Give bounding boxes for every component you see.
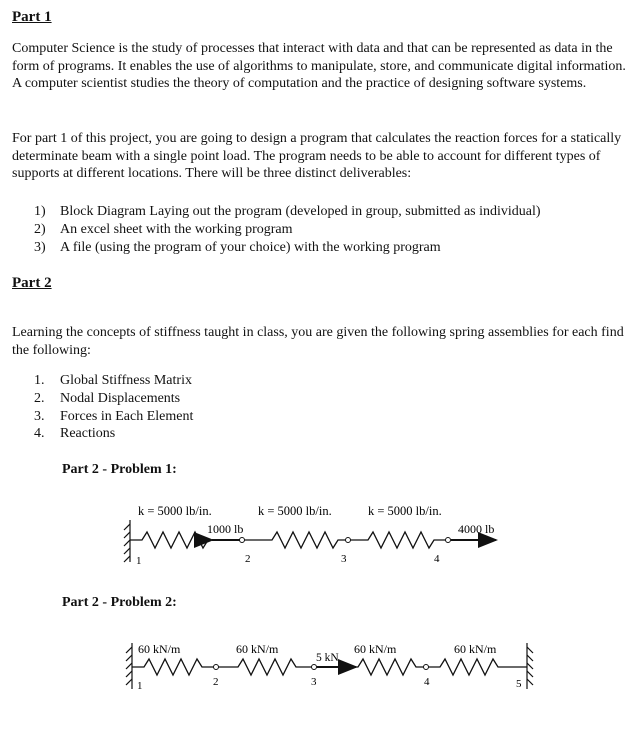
k-label-1: 60 kN/m [138,642,181,656]
node-3-marker [312,665,317,670]
node-label-2: 2 [245,553,251,565]
list-item: 2. Nodal Displacements [34,390,181,406]
node-label-4: 4 [434,553,440,565]
node-label-5: 5 [516,678,522,690]
fixed-wall-left [126,643,132,689]
part2-heading: Part 2 [12,275,52,291]
node-4-marker [424,665,429,670]
node-label-1: 1 [137,680,143,692]
problem2-title: Part 2 - Problem 2: [62,595,177,610]
load-label-1000lb: 1000 lb [207,522,244,536]
k-label-4: 60 kN/m [454,642,497,656]
node-4-marker [446,538,451,543]
load-label-5kN: 5 kN [316,652,339,664]
list-item: 1) Block Diagram Laying out the program (developed in group, submitted as individual) [34,204,541,219]
node-2-marker [240,538,245,543]
deliverables-list [34,203,541,256]
node-label-3: 3 [311,676,317,688]
tasks-list [34,372,193,443]
spring-2 [218,659,312,675]
list-item: 3) A file (using the program of your choice) with the working program [34,239,441,255]
problem1-title: Part 2 - Problem 1: [62,462,177,477]
load-label-4000lb: 4000 lb [458,522,495,536]
node-label-3: 3 [341,553,347,565]
k-label-3: k = 5000 lb/in. [368,504,442,518]
k-label-1: k = 5000 lb/in. [138,504,212,518]
fixed-wall-right [527,643,533,689]
spring-4 [428,659,527,675]
list-item: 1. Global Stiffness Matrix [34,373,192,388]
list-item: 2) An excel sheet with the working program [34,221,293,237]
part2-intro-paragraph: Learning the concepts of stiffness taught in class, you are given the following spring assemblies for each find the following: [12,325,624,358]
spring-3 [350,532,446,548]
part1-intro-paragraph: Computer Science is the study of processes that interact with data and that can be represented as data in the form of programs. It enables the use of algorithms to manipulate, store, and communicate digital information. A computer scientist studies the theory of computation and the practice of designing software systems. [12,41,626,91]
k-label-2: k = 5000 lb/in. [258,504,332,518]
node-3-marker [346,538,351,543]
list-item: 4. Reactions [34,426,116,442]
problem2-spring-diagram [0,625,637,705]
node-label-2: 2 [213,676,219,688]
problem1-spring-diagram [0,490,637,580]
k-label-3: 60 kN/m [354,642,397,656]
node-label-1: 1 [136,555,142,567]
k-label-2: 60 kN/m [236,642,279,656]
part1-heading: Part 1 [12,9,52,25]
spring-1 [132,659,214,675]
list-item: 3. Forces in Each Element [34,408,194,424]
node-2-marker [214,665,219,670]
node-label-4: 4 [424,676,430,688]
part1-task-paragraph: For part 1 of this project, you are going to design a program that calculates the reaction forces for a statically determinate beam with a single point load. The program needs to be able to account for different types of supports at different locations. There will be three distinct deliverables: [12,131,622,181]
spring-2 [244,532,346,548]
fixed-wall-left [124,520,130,562]
